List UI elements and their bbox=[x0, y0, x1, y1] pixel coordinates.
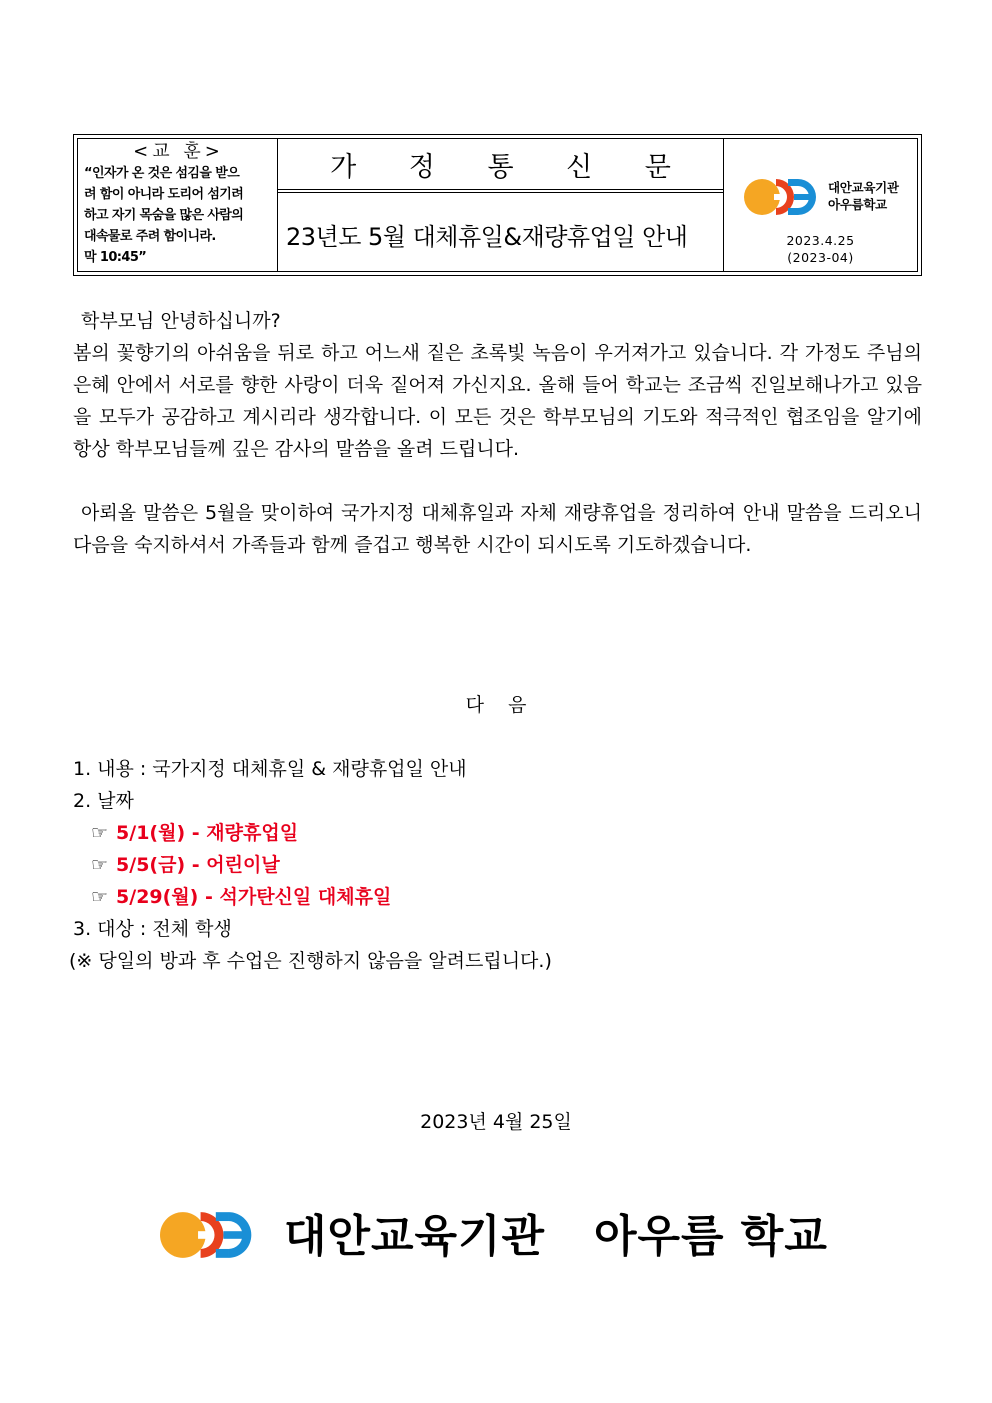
subject-title: 23년도 5월 대체휴일&재량휴업일 안내 bbox=[286, 222, 688, 251]
notice-note: (※ 당일의 방과 후 수업은 진행하지 않음을 알려드립니다.) bbox=[69, 950, 552, 972]
date-item: ☞ 5/1(월) - 재량휴업일 bbox=[91, 822, 299, 844]
logo-cell bbox=[724, 139, 917, 271]
date-label: 재량휴업일 bbox=[206, 822, 299, 844]
pointing-hand-icon: ☞ bbox=[91, 886, 109, 908]
date-value: 5/1(월) bbox=[116, 822, 186, 844]
motto-line: 하고 자기 목숨을 많은 사람의 bbox=[84, 208, 244, 223]
motto-text bbox=[84, 163, 273, 268]
motto-line: 막 10:45” bbox=[84, 250, 147, 265]
motto-line: “인자가 온 것은 섬김을 받으 bbox=[84, 166, 240, 181]
date-item: ☞ 5/5(금) - 어린이날 bbox=[91, 854, 280, 876]
footer-date: 2023년 4월 25일 bbox=[420, 1111, 572, 1133]
pointing-hand-icon: ☞ bbox=[91, 822, 109, 844]
motto-line: 대속물로 주려 함이니라. bbox=[84, 229, 216, 244]
footer-logo bbox=[160, 1206, 828, 1268]
motto-cell bbox=[78, 139, 278, 271]
motto-line: 려 함이 아니라 도리어 섬기려 bbox=[84, 187, 244, 202]
date-text: 2023.4.25 bbox=[786, 233, 855, 248]
header-box bbox=[73, 134, 922, 276]
date-item: ☞ 5/29(월) - 석가탄신일 대체휴일 bbox=[91, 886, 392, 908]
logo-text bbox=[828, 179, 899, 213]
doc-number: (2023-04) bbox=[787, 250, 854, 265]
date-label: 석가탄신일 대체휴일 bbox=[219, 886, 392, 908]
date-value: 5/5(금) bbox=[116, 854, 186, 876]
paragraph-1: 봄의 꽃향기의 아쉬움을 뒤로 하고 어느새 짙은 초록빛 녹음이 우거져가고 있습니다. 각 가정도 주님의 은혜 안에서 서로를 향한 사랑이 더욱 짙어져 가신지요. 올해 들어 학교는 조금씩 진일보해나가고 있음을 모두가 공감하고 계시리라 생각합니다. 이 모든 것은 학부모님의 기도와 적극적인 협조임을 알기에 항상 학부모님들께 깊은 감사의 말씀을 올려 드립니다. bbox=[73, 342, 922, 460]
motto-title: <교 훈> bbox=[133, 141, 224, 162]
document-date bbox=[724, 232, 917, 266]
logo-line2: 아우름학교 bbox=[828, 197, 887, 212]
header-inner bbox=[77, 138, 918, 272]
logo-mark-icon bbox=[160, 1206, 264, 1264]
school-logo bbox=[744, 177, 904, 217]
footer-school-name: 대안교육기관 아우름 학교 bbox=[284, 1211, 828, 1262]
logo-line1: 대안교육기관 bbox=[828, 180, 899, 195]
title-cell bbox=[278, 139, 724, 271]
list-item-date: 2. 날짜 bbox=[73, 790, 134, 812]
notice-heading: 다 음 bbox=[465, 694, 527, 716]
date-value: 5/29(월) bbox=[116, 886, 199, 908]
list-item-target: 3. 대상 : 전체 학생 bbox=[73, 918, 232, 940]
newsletter-title: 가 정 통 신 문 bbox=[278, 139, 723, 193]
notice-list bbox=[69, 753, 552, 977]
date-label: 어린이날 bbox=[206, 854, 280, 876]
pointing-hand-icon: ☞ bbox=[91, 854, 109, 876]
greeting: 학부모님 안녕하십니까? bbox=[81, 310, 281, 332]
logo-mark-icon bbox=[744, 177, 826, 217]
list-item-content: 1. 내용 : 국가지정 대체휴일 & 재량휴업일 안내 bbox=[73, 758, 467, 780]
paragraph-2: 아뢰올 말씀은 5월을 맞이하여 국가지정 대체휴일과 자체 재량휴업을 정리하여 안내 말씀을 드리오니 다음을 숙지하셔서 가족들과 함께 즐겁고 행복한 시간이 되시도록 기도하겠습니다. bbox=[73, 502, 922, 556]
